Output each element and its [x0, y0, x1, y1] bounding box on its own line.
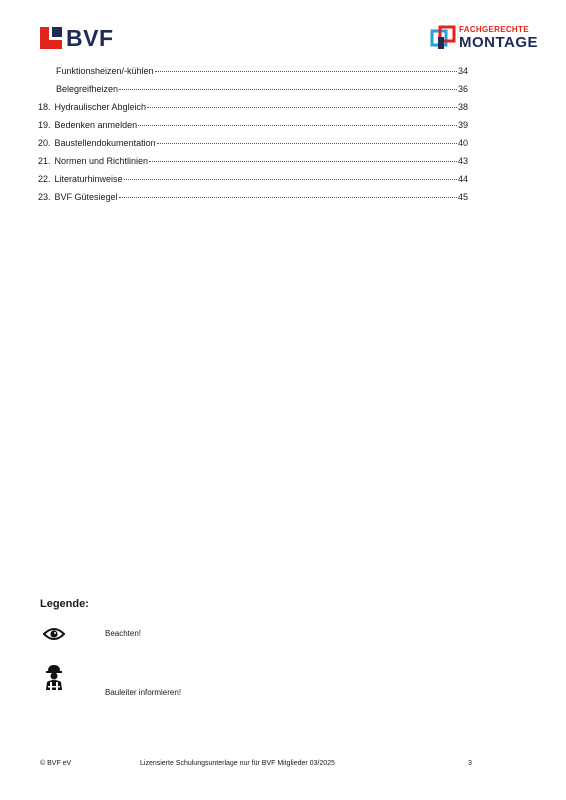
- toc-entry-number: 23.: [38, 192, 51, 202]
- page-number: 3: [468, 760, 472, 767]
- toc-entry-page: 43: [458, 156, 469, 166]
- toc-entry-page: 38: [458, 102, 469, 112]
- toc-entry-page: 45: [458, 192, 469, 202]
- toc-dot-leader: [124, 179, 457, 180]
- toc-entry-number: 21.: [38, 156, 51, 166]
- toc-entry-title: Hydraulischer Abgleich: [54, 102, 147, 112]
- toc-entry-number: 18.: [38, 102, 51, 112]
- toc-entry[interactable]: [38, 156, 470, 174]
- bvf-logo-text: BVF: [66, 25, 114, 51]
- toc-entry-number: 19.: [38, 120, 51, 130]
- toc-dot-leader: [149, 161, 457, 162]
- toc-entry-number: 22.: [38, 174, 51, 184]
- construction-worker-icon: [42, 662, 66, 692]
- bvf-logo: [40, 27, 114, 49]
- fachgerechte-montage-logo: [430, 25, 538, 51]
- toc-entry-title: Literaturhinweise: [54, 174, 123, 184]
- toc-entry[interactable]: [38, 102, 470, 120]
- toc-entry-title: Baustellendokumentation: [54, 138, 156, 148]
- toc-entry-title: Normen und Richtlinien: [54, 156, 149, 166]
- legend-label: Beachten!: [105, 629, 142, 638]
- toc-entry[interactable]: [38, 138, 470, 156]
- toc-entry[interactable]: [38, 120, 470, 138]
- toc-entry[interactable]: [38, 66, 470, 84]
- fm-logo-line1: FACHGERECHTE: [459, 25, 529, 34]
- table-of-contents: [38, 66, 470, 210]
- footer-copyright: © BVF eV: [40, 760, 72, 767]
- fachgerechte-montage-icon: [430, 25, 456, 51]
- legend-item-beachten: [42, 622, 142, 646]
- toc-dot-leader: [155, 71, 457, 72]
- legend-item-bauleiter: [42, 662, 182, 697]
- toc-dot-leader: [147, 107, 457, 108]
- eye-icon: [42, 622, 66, 646]
- toc-dot-leader: [119, 197, 457, 198]
- toc-entry-page: 34: [458, 66, 469, 76]
- bvf-logo-mark: [40, 27, 62, 49]
- toc-entry[interactable]: [38, 174, 470, 192]
- legend-label: Bauleiter informieren!: [105, 688, 182, 697]
- toc-entry[interactable]: [38, 84, 470, 102]
- toc-entry[interactable]: [38, 192, 470, 210]
- toc-dot-leader: [138, 125, 457, 126]
- toc-entry-page: 40: [458, 138, 469, 148]
- toc-entry-title: Belegreifheizen: [56, 84, 119, 94]
- toc-entry-title: Funktionsheizen/-kühlen: [56, 66, 154, 76]
- legend-title: Legende:: [40, 598, 89, 610]
- toc-dot-leader: [157, 143, 457, 144]
- toc-dot-leader: [119, 89, 457, 90]
- fm-logo-line2: MONTAGE: [459, 34, 539, 51]
- toc-entry-page: 44: [458, 174, 469, 184]
- toc-entry-page: 39: [458, 120, 469, 130]
- toc-entry-page: 36: [458, 84, 469, 94]
- toc-entry-title: BVF Gütesiegel: [54, 192, 118, 202]
- toc-entry-number: 20.: [38, 138, 51, 148]
- toc-entry-title: Bedenken anmelden: [54, 120, 138, 130]
- footer-license-text: Lizensierte Schulungsunterlage nur für BVF Mitglieder 03/2025: [140, 760, 335, 767]
